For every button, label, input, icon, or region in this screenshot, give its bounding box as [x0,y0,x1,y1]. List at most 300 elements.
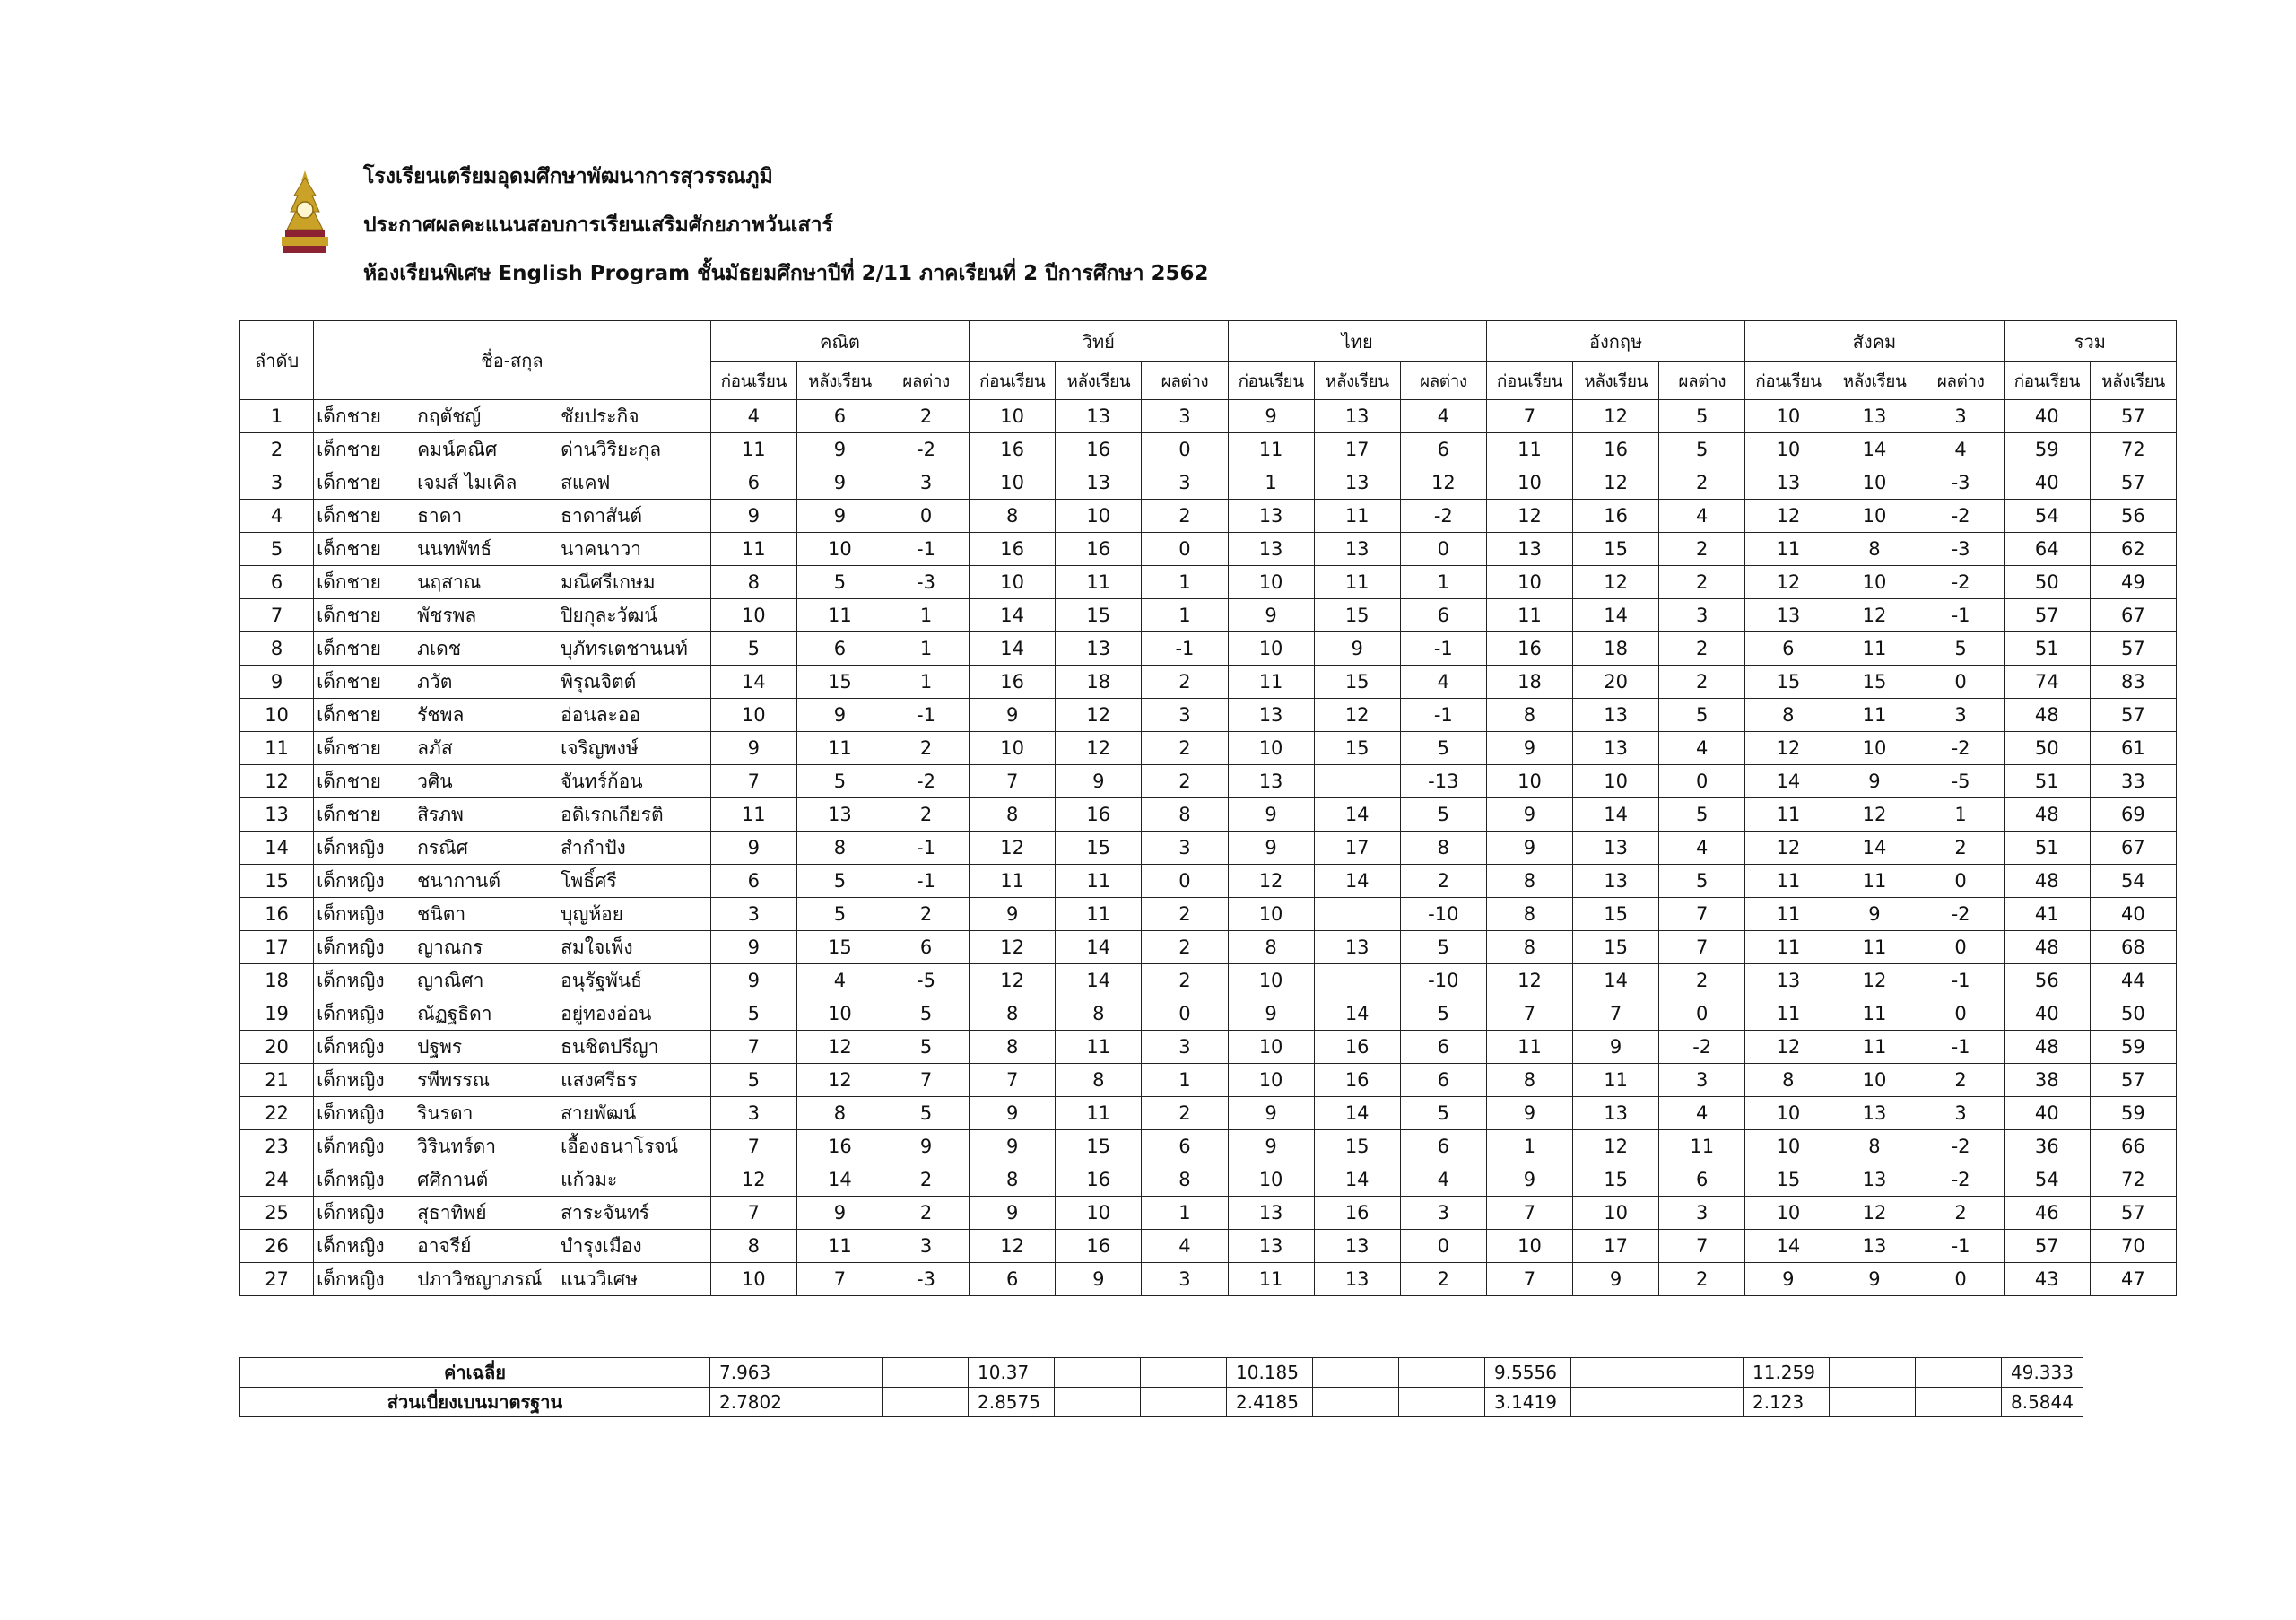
empty-cell [796,1358,883,1388]
student-first-name: ภวัต [417,670,453,692]
score-cell: 9 [710,500,796,533]
score-cell: 8 [1486,931,1572,964]
score-cell: 12 [1400,466,1486,500]
score-cell: 14 [1745,765,1831,798]
score-cell: 12 [1486,500,1572,533]
announcement-title: ประกาศผลคะแนนสอบการเรียนเสริมศักยภาพวันเสาร์ [363,213,833,237]
score-cell: 5 [796,898,883,931]
score-cell: 56 [2004,964,2090,997]
subheader-thai-diff: ผลต่าง [1400,362,1486,400]
student-last-name: แก้วมะ [561,1168,618,1190]
row-number: 2 [240,433,314,466]
score-cell: 12 [1573,400,1659,433]
student-name [314,400,711,433]
score-cell: 12 [1573,566,1659,599]
student-title: เด็กชาย [317,504,381,527]
table-row [240,1163,2177,1197]
score-cell: -13 [1400,765,1486,798]
table-row [240,997,2177,1031]
score-cell: 18 [1486,666,1572,699]
student-first-name: คมน์คณิศ [417,438,498,460]
score-cell: 18 [1056,666,1142,699]
student-last-name: อยู่ทองอ่อน [561,1002,652,1024]
student-name [314,798,711,832]
row-number: 16 [240,898,314,931]
score-cell: 9 [970,898,1056,931]
student-title: เด็กชาย [317,438,381,460]
student-title: เด็กหญิง [317,1267,385,1290]
score-cell: 5 [1400,798,1486,832]
score-cell: 10 [1228,732,1314,765]
score-cell: 2 [883,732,969,765]
score-cell: 6 [710,865,796,898]
score-cell: 3 [883,466,969,500]
student-name [314,699,711,732]
score-cell: 1 [1142,1064,1228,1097]
score-cell: 15 [1573,931,1659,964]
score-cell: 9 [1831,898,1918,931]
table-row [240,832,2177,865]
table-row [240,798,2177,832]
student-name [314,599,711,632]
score-cell: 2 [1659,566,1745,599]
score-cell: 0 [1918,666,2004,699]
score-cell: 5 [1659,699,1745,732]
row-number: 5 [240,533,314,566]
empty-cell [1399,1358,1485,1388]
score-cell: 14 [1573,599,1659,632]
score-cell: 11 [796,1230,883,1263]
score-cell: 0 [1918,1263,2004,1296]
score-cell: 13 [1573,865,1659,898]
student-last-name: ด่านวิริยะกุล [561,438,662,460]
score-cell: 7 [1573,997,1659,1031]
table-row [240,765,2177,798]
score-cell: 11 [1659,1130,1745,1163]
score-cell: 8 [970,500,1056,533]
score-cell: 62 [2090,533,2176,566]
score-cell: 16 [1314,1197,1400,1230]
sd-row [240,1388,2083,1417]
student-name [314,732,711,765]
score-cell: 16 [1314,1064,1400,1097]
empty-cell [1313,1358,1399,1388]
score-cell: 2 [1659,533,1745,566]
score-cell: 0 [1659,765,1745,798]
score-cell: 68 [2090,931,2176,964]
score-cell: 57 [2004,599,2090,632]
student-last-name: อ่อนละออ [561,703,641,726]
score-cell: -2 [1918,566,2004,599]
score-cell: 16 [1573,500,1659,533]
score-cell: 8 [1400,832,1486,865]
score-cell: 9 [796,466,883,500]
score-cell: 33 [2090,765,2176,798]
score-cell: 4 [710,400,796,433]
score-cell: 0 [1400,533,1486,566]
score-cell: 3 [1142,1031,1228,1064]
table-row [240,1263,2177,1296]
score-cell: 9 [1314,632,1400,666]
score-cell: 7 [710,1197,796,1230]
score-cell: 9 [1056,1263,1142,1296]
empty-cell [1141,1388,1227,1417]
score-cell: 48 [2004,699,2090,732]
score-cell: 15 [1056,599,1142,632]
student-name [314,997,711,1031]
score-cell: 13 [1486,533,1572,566]
student-name [314,433,711,466]
student-title: เด็กหญิง [317,1168,385,1190]
student-name [314,566,711,599]
table-row [240,699,2177,732]
score-cell: 74 [2004,666,2090,699]
score-cell: -1 [1918,1031,2004,1064]
student-name [314,964,711,997]
score-cell: 17 [1573,1230,1659,1263]
score-cell: 5 [1400,732,1486,765]
score-cell: 1 [1918,798,2004,832]
score-cell: 9 [970,1130,1056,1163]
score-cell: 0 [1918,997,2004,1031]
score-cell: 59 [2004,433,2090,466]
empty-cell [1571,1388,1657,1417]
score-cell: 67 [2090,599,2176,632]
score-cell: 13 [1745,964,1831,997]
score-cell: 7 [796,1263,883,1296]
score-cell: 13 [1056,400,1142,433]
score-cell: 11 [1486,1031,1572,1064]
student-name [314,466,711,500]
score-cell: 10 [1831,732,1918,765]
score-cell: 11 [1831,1031,1918,1064]
score-cell: 15 [1573,1163,1659,1197]
score-cell: 7 [1486,997,1572,1031]
student-first-name: นฤสาณ [417,570,482,593]
row-number: 6 [240,566,314,599]
header-thai: ไทย [1228,321,1486,362]
score-cell: 14 [710,666,796,699]
score-cell: -1 [1918,599,2004,632]
table-row [240,500,2177,533]
score-cell: 14 [1745,1230,1831,1263]
score-cell: 15 [1573,533,1659,566]
table-row [240,466,2177,500]
score-cell: 14 [1573,964,1659,997]
score-cell: 12 [1745,732,1831,765]
score-cell: 9 [970,699,1056,732]
score-cell: -5 [883,964,969,997]
score-cell: 11 [1745,865,1831,898]
student-title: เด็กชาย [317,770,381,792]
score-cell: 10 [1745,433,1831,466]
row-number: 22 [240,1097,314,1130]
score-cell: 11 [796,732,883,765]
score-cell: 9 [796,1197,883,1230]
mean-row-value: 9.5556 [1485,1358,1571,1388]
score-cell: -2 [1918,732,2004,765]
score-cell: 10 [710,599,796,632]
score-cell: 47 [2090,1263,2176,1296]
score-cell: 7 [710,1130,796,1163]
score-cell: 4 [1659,1097,1745,1130]
score-cell: 2 [1659,964,1745,997]
score-cell: -1 [883,533,969,566]
score-cell: 9 [796,699,883,732]
score-cell: -1 [1918,1230,2004,1263]
student-first-name: ญาณิศา [417,969,484,991]
table-row [240,566,2177,599]
score-cell: 9 [1831,765,1918,798]
row-number: 3 [240,466,314,500]
student-name [314,1130,711,1163]
score-cell: 5 [710,1064,796,1097]
score-cell: 8 [1745,699,1831,732]
score-cell: 2 [1659,466,1745,500]
score-cell: 15 [1745,666,1831,699]
score-cell: 0 [1142,997,1228,1031]
score-cell: 10 [970,732,1056,765]
subheader-math-diff: ผลต่าง [883,362,969,400]
score-cell: 6 [1745,632,1831,666]
header-math: คณิต [710,321,969,362]
sd-row-label: ส่วนเบี่ยงเบนมาตรฐาน [240,1388,710,1417]
score-cell: -1 [883,865,969,898]
score-cell: 9 [970,1197,1056,1230]
student-title: เด็กชาย [317,637,381,659]
score-cell: 11 [1314,500,1400,533]
score-cell: 2 [1142,666,1228,699]
table-row [240,599,2177,632]
score-cell: 9 [1486,1097,1572,1130]
score-cell: 14 [1056,931,1142,964]
score-cell: 40 [2004,466,2090,500]
empty-cell [883,1388,969,1417]
score-cell: 15 [1314,732,1400,765]
score-cell: 14 [970,599,1056,632]
score-cell: 6 [970,1263,1056,1296]
score-cell: 57 [2090,699,2176,732]
student-first-name: ภเดช [417,637,462,659]
score-cell: 4 [1142,1230,1228,1263]
document-header [278,152,1713,296]
score-cell: 0 [1142,533,1228,566]
student-first-name: ศศิกานต์ [417,1168,489,1190]
score-cell: 11 [1831,632,1918,666]
score-cell: 10 [970,466,1056,500]
student-title: เด็กหญิง [317,1068,385,1091]
classroom-info: ห้องเรียนพิเศษ English Program ชั้นมัธยมศึกษาปีที่ 2/11 ภาคเรียนที่ 2 ปีการศึกษา 2562 [363,262,1209,285]
student-first-name: ธาดา [417,504,463,527]
score-cell: 15 [796,931,883,964]
score-cell [1314,898,1400,931]
sd-row-value: 2.4185 [1227,1388,1313,1417]
student-last-name: แสงศรีธร [561,1068,638,1091]
score-cell: 11 [710,533,796,566]
score-cell: -2 [1659,1031,1745,1064]
student-last-name: นาคนาวา [561,537,642,560]
score-cell: 6 [796,632,883,666]
row-number: 15 [240,865,314,898]
student-name [314,832,711,865]
score-cell: -3 [883,566,969,599]
score-cell: 6 [1400,433,1486,466]
score-cell: 13 [1831,1163,1918,1197]
score-cell: 41 [2004,898,2090,931]
score-cell: 6 [796,400,883,433]
score-cell: 48 [2004,798,2090,832]
empty-cell [1657,1358,1744,1388]
score-cell: 12 [796,1031,883,1064]
score-cell: 10 [1831,1064,1918,1097]
student-first-name: วิรินทร์ดา [417,1135,497,1157]
row-number: 27 [240,1263,314,1296]
score-cell: 8 [1831,533,1918,566]
score-cell: 8 [796,1097,883,1130]
school-emblem-icon [278,169,332,258]
score-cell: 8 [1142,798,1228,832]
score-cell: 8 [1831,1130,1918,1163]
score-cell: 70 [2090,1230,2176,1263]
score-cell: 11 [1745,931,1831,964]
score-cell: 57 [2090,400,2176,433]
score-cell: 6 [1400,1031,1486,1064]
score-cell: 2 [1142,500,1228,533]
score-cell: 46 [2004,1197,2090,1230]
student-title: เด็กหญิง [317,902,385,925]
score-cell: 10 [1228,964,1314,997]
score-cell: 8 [1486,865,1572,898]
subheader-thai-after: หลังเรียน [1314,362,1400,400]
student-first-name: กรณิศ [417,836,468,858]
score-cell: 6 [1400,1130,1486,1163]
score-cell: 48 [2004,865,2090,898]
score-cell: 13 [1228,765,1314,798]
student-title: เด็กชาย [317,570,381,593]
score-cell: 16 [970,666,1056,699]
score-cell: 49 [2090,566,2176,599]
row-number: 8 [240,632,314,666]
score-cell: 13 [796,798,883,832]
score-cell: 6 [1400,1064,1486,1097]
score-cell: 36 [2004,1130,2090,1163]
score-cell: 8 [710,566,796,599]
score-cell: 10 [796,997,883,1031]
score-cell: 12 [1573,1130,1659,1163]
score-cell: 10 [710,699,796,732]
student-first-name: ลภัส [417,736,453,759]
score-cell: 57 [2004,1230,2090,1263]
score-cell: 10 [1831,466,1918,500]
score-cell: 5 [1400,1097,1486,1130]
score-cell: 10 [1745,1097,1831,1130]
score-cell: 7 [1659,898,1745,931]
score-cell: 12 [1056,732,1142,765]
header-total: รวม [2004,321,2176,362]
student-first-name: รินรดา [417,1102,474,1124]
score-cell: 7 [1486,1197,1572,1230]
score-cell: 38 [2004,1064,2090,1097]
score-cell: 13 [1228,533,1314,566]
student-first-name: ชนิตา [417,902,466,925]
score-cell: 69 [2090,798,2176,832]
score-cell: 16 [1056,1230,1142,1263]
score-cell: 9 [1228,832,1314,865]
score-cell: 13 [1056,466,1142,500]
score-cell: 10 [1831,500,1918,533]
sd-row-value: 2.8575 [969,1388,1055,1417]
score-cell: 13 [1314,400,1400,433]
score-cell: 56 [2090,500,2176,533]
score-cell: 61 [2090,732,2176,765]
empty-cell [1916,1388,2002,1417]
table-row [240,1031,2177,1064]
score-cell: 8 [970,1163,1056,1197]
student-name [314,500,711,533]
score-cell: 16 [1056,533,1142,566]
sd-row-value: 3.1419 [1485,1388,1571,1417]
student-first-name: ญาณกร [417,936,483,958]
row-number: 24 [240,1163,314,1197]
score-cell: 8 [1486,699,1572,732]
score-cell: 72 [2090,1163,2176,1197]
score-cell: 10 [1486,566,1572,599]
score-cell: 10 [1745,1130,1831,1163]
score-cell: 10 [1573,765,1659,798]
score-cell: 1 [1142,566,1228,599]
score-cell: 3 [1142,400,1228,433]
empty-cell [1657,1388,1744,1417]
score-cell: 13 [1314,1263,1400,1296]
mean-row-label: ค่าเฉลี่ย [240,1358,710,1388]
score-cell: 10 [1228,1163,1314,1197]
score-cell: 83 [2090,666,2176,699]
student-last-name: ชัยประกิจ [561,405,639,427]
score-cell: 59 [2090,1031,2176,1064]
score-cell: 8 [710,1230,796,1263]
score-cell: 13 [1573,732,1659,765]
row-number: 12 [240,765,314,798]
student-first-name: พัชรพล [417,604,477,626]
score-cell: 40 [2090,898,2176,931]
score-cell [1314,964,1400,997]
student-last-name: สแคฟ [561,471,611,493]
score-cell: 3 [710,1097,796,1130]
score-cell: 11 [1228,666,1314,699]
score-cell: 4 [1659,500,1745,533]
score-cell: 0 [1659,997,1745,1031]
row-number: 17 [240,931,314,964]
student-name [314,865,711,898]
score-cell: 12 [970,1230,1056,1263]
header-english: อังกฤษ [1486,321,1744,362]
student-first-name: รพีพรรณ [417,1068,491,1091]
score-cell: 14 [1831,433,1918,466]
student-title: เด็กหญิง [317,869,385,892]
score-cell: 6 [1659,1163,1745,1197]
score-cell: 72 [2090,433,2176,466]
student-title: เด็กชาย [317,405,381,427]
subheader-science-before: ก่อนเรียน [970,362,1056,400]
score-cell: 12 [1486,964,1572,997]
score-cell: -2 [1918,1130,2004,1163]
score-cell: 8 [1745,1064,1831,1097]
score-cell: -1 [1400,632,1486,666]
statistics-table [239,1357,2083,1417]
score-cell: 3 [1142,832,1228,865]
score-cell: 1 [1400,566,1486,599]
mean-row-value: 11.259 [1744,1358,1830,1388]
